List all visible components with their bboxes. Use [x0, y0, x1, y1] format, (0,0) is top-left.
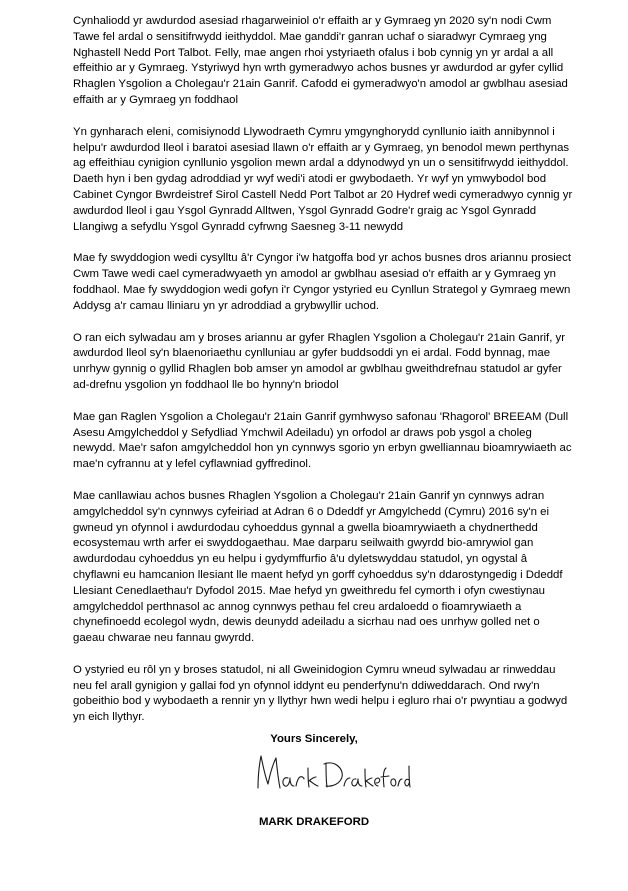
- letter-body: [73, 14, 573, 742]
- signer-name: MARK DRAKEFORD: [258, 816, 370, 828]
- paragraph-6: Mae canllawiau achos busnes Rhaglen Ysgolion a Cholegau'r 21ain Ganrif yn cynnwys adran amgylcheddol sy'n cynnwys cyfeiriad at Adran 6 o Ddeddf yr Amgylchedd (Cymru) 2016 sy'n ei gwneud yn ofynnol i awdurdodau cyhoeddus gynnal a gwella bioamrywiaeth a chydnerthedd ecosystemau wrth arfer ei swyddogaethau. Mae darparu seilwaith gwyrdd bio-amrywiol gan awdurdodau cyhoeddus yn eu helpu i gydymffurfio â'u dyletswyddau statudol, yn ogystal â chyflawni eu hamcanion llesiant lle maent hefyd yn gorff cyhoeddus sy'n ddarostyngedig i Ddeddf Llesiant Cenedlaethau'r Dyfodol 2015. Mae hefyd yn gweithredu fel cymorth i ofyn cwestiynau amgylcheddol perthnasol ac annog cynnwys pethau fel creu ardaloedd o fioamrywiaeth a chynefinoedd ecolegol wydn, dewis deunydd adeiladu a sicrhau nad oes unrhyw golled net o gaeau chwarae neu fannau gwyrdd.: [73, 489, 563, 645]
- sign-off: Yours Sincerely,: [270, 733, 358, 745]
- paragraph-4: O ran eich sylwadau am y broses ariannu ar gyfer Rhaglen Ysgolion a Cholegau'r 21ain Ganrif, yr awdurdod lleol sy'n blaenoriaethu cynlluniau ar gyfer buddsoddi yn ei ardal. Fodd bynnag, mae unrhyw gynnig o gyllid Rhaglen bob amser yn amodol ar gwblhau gweithdrefnau statudol ar gyfer ad-drefnu ysgolion yn foddhaol lle bo hynny'n briodol: [73, 331, 566, 391]
- paragraph-1: Cynhaliodd yr awdurdod asesiad rhagarweiniol o'r effaith ar y Gymraeg yn 2020 sy'n nodi Cwm Tawe fel ardal o sensitifrwydd ieithyddol. Mae ganddi'r ganran uchaf o siaradwyr Cymraeg yng Nghastell Nedd Port Talbot. Felly, mae angen rhoi ystyriaeth ofalus i bob cynnig yn yr ardal a all effeithio ar y Gymraeg. Ystyriwyd hyn wrth gymeradwyo achos busnes yr awdurdod ar gyfer cyllid Rhaglen Ysgolion a Cholegau'r 21ain Ganrif. Cafodd ei gymeradwyo'n amodol ar gwblhau asesiad effaith ar y Gymraeg yn foddhaol: [73, 15, 568, 106]
- paragraph-3: Mae fy swyddogion wedi cysylltu â'r Cyngor i'w hatgoffa bod yr achos busnes dros ariannu prosiect Cwm Tawe wedi cael cymeradwyaeth yn amodol ar gwblhau asesiad o'r effaith ar y Gymraeg yn foddhaol. Mae fy swyddogion wedi gofyn i'r Cyngor ystyried eu Cynllun Strategol y Gymraeg mewn Addysg a'r camau lliniaru yn yr adroddiad a grybwyllir uchod.: [73, 252, 571, 312]
- paragraph-5: Mae gan Raglen Ysgolion a Cholegau'r 21ain Ganrif gymhwyso safonau 'Rhagorol' BREEAM (Dull Asesu Amgylcheddol y Sefydliad Ymchwil Adeiladu) yn orfodol ar draws pob ysgol a choleg newydd. Mae'r safon amgylcheddol hon yn cynnwys sgorio yn erbyn gwelliannau bioamrywiaeth ac mae'n cyfrannu at y lefel cyflawniad gyffredinol.: [73, 410, 572, 471]
- handwritten-signature: [252, 748, 412, 798]
- paragraph-2: Yn gynharach eleni, comisiynodd Llywodraeth Cymru ymgynghorydd cynllunio iaith annibynnol i helpu'r awdurdod lleol i baratoi asesiad llawn o'r effaith ar y Gymraeg, yn benodol mewn perthynas ag effeithiau cynigion cynllunio ysgolion mewn ardal a ddynodwyd yn un o sensitifrwydd ieithyddol. Daeth hyn i ben gydag adroddiad yr wyf wedi'i atodi er gwybodaeth. Yr wyf yn ymwybodol bod Cabinet Cyngor Bwrdeistref Sirol Castell Nedd Port Talbot ar 20 Hydref wedi cymeradwyo cynnig yr awdurdod lleol i gau Ysgol Gynradd Alltwen, Ysgol Gynradd Godre'r graig ac Ysgol Gynradd Llangiwg a sefydlu Ysgol Gynradd cyfrwng Saesneg 3-11 newydd: [73, 125, 573, 233]
- paragraph-7: O ystyried eu rôl yn y broses statudol, ni all Gweinidogion Cymru wneud sylwadau ar rinweddau neu fel arall gynigion y gallai fod yn ofynnol iddynt eu penderfynu'n ddiweddarach. Ond rwy'n gobeithio bod y wybodaeth a rennir yn y llythyr hwn wedi helpu i egluro rhai o'r pwyntiau a godwyd yn eich llythyr.: [73, 663, 568, 724]
